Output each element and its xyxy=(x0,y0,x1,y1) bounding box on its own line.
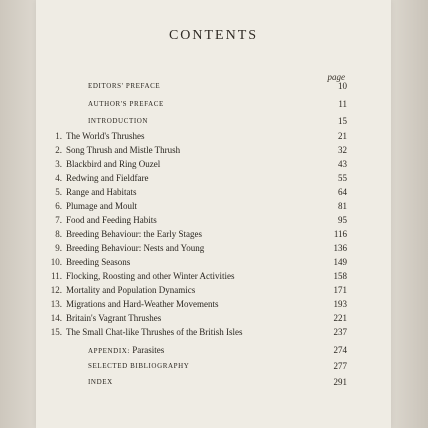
chapter-page: 221 xyxy=(333,313,347,323)
toc-chapter-5 xyxy=(36,186,391,198)
chapter-number: 4. xyxy=(55,173,62,183)
chapter-page: 32 xyxy=(338,145,347,155)
chapter-title: Range and Habitats xyxy=(66,187,137,197)
toc-entry-editors-preface xyxy=(36,80,391,92)
chapter-number: 15. xyxy=(50,327,62,337)
chapter-number: 5. xyxy=(55,187,62,197)
toc-entry-title: EDITORS' PREFACE xyxy=(88,82,161,90)
appendix-title: Parasites xyxy=(132,345,165,355)
chapter-title: The World's Thrushes xyxy=(66,131,145,141)
toc-entry-appendix xyxy=(36,344,391,356)
chapter-number: 10. xyxy=(50,257,62,267)
chapter-title: Migrations and Hard-Weather Movements xyxy=(66,299,219,309)
chapter-number: 3. xyxy=(55,159,62,169)
chapter-number: 11. xyxy=(51,271,62,281)
chapter-number: 9. xyxy=(55,243,62,253)
page-edge xyxy=(391,0,428,428)
chapter-number: 8. xyxy=(55,229,62,239)
toc-chapter-1 xyxy=(36,130,391,142)
toc-chapter-6 xyxy=(36,200,391,212)
chapter-title: Redwing and Fieldfare xyxy=(66,173,149,183)
chapter-page: 193 xyxy=(333,299,347,309)
page-gutter xyxy=(0,0,36,428)
chapter-title: Blackbird and Ring Ouzel xyxy=(66,159,161,169)
contents-page xyxy=(36,0,391,428)
toc-chapter-14 xyxy=(36,312,391,324)
chapter-page: 237 xyxy=(333,327,347,337)
chapter-title: Breeding Behaviour: the Early Stages xyxy=(66,229,202,239)
chapter-page: 95 xyxy=(338,215,347,225)
chapter-page: 21 xyxy=(338,131,347,141)
toc-entry-title xyxy=(88,344,164,357)
toc-entry-bibliography xyxy=(36,360,391,372)
toc-chapter-10 xyxy=(36,256,391,268)
chapter-page: 55 xyxy=(338,173,347,183)
toc-entry-authors-preface xyxy=(36,98,391,110)
toc-chapter-9 xyxy=(36,242,391,254)
chapter-number: 7. xyxy=(55,215,62,225)
chapter-title: Britain's Vagrant Thrushes xyxy=(66,313,162,323)
chapter-page: 64 xyxy=(338,187,347,197)
chapter-number: 1. xyxy=(55,131,62,141)
toc-entry-page: 11 xyxy=(338,99,347,109)
chapter-title: Breeding Seasons xyxy=(66,257,131,267)
toc-chapter-3 xyxy=(36,158,391,170)
toc-entry-introduction xyxy=(36,115,391,127)
toc-chapter-8 xyxy=(36,228,391,240)
chapter-page: 171 xyxy=(333,285,347,295)
chapter-page: 158 xyxy=(333,271,347,281)
toc-entry-title: AUTHOR'S PREFACE xyxy=(88,100,164,108)
chapter-page: 43 xyxy=(338,159,347,169)
toc-entry-title: INTRODUCTION xyxy=(88,117,149,125)
toc-entry-page: 274 xyxy=(333,345,347,355)
toc-chapter-12 xyxy=(36,284,391,296)
page-title: CONTENTS xyxy=(168,28,259,43)
appendix-lead: APPENDIX: xyxy=(88,347,130,355)
toc-entry-index xyxy=(36,376,391,388)
chapter-number: 14. xyxy=(50,313,62,323)
chapter-title: Flocking, Roosting and other Winter Activities xyxy=(66,271,235,281)
chapter-page: 116 xyxy=(333,229,347,239)
toc-chapter-11 xyxy=(36,270,391,282)
chapter-number: 13. xyxy=(50,299,62,309)
chapter-page: 81 xyxy=(338,201,347,211)
toc-entry-page: 15 xyxy=(338,116,347,126)
toc-chapter-13 xyxy=(36,298,391,310)
chapter-title: Breeding Behaviour: Nests and Young xyxy=(66,243,205,253)
chapter-page: 136 xyxy=(333,243,347,253)
toc-entry-title: SELECTED BIBLIOGRAPHY xyxy=(88,362,190,370)
chapter-number: 6. xyxy=(55,201,62,211)
toc-entry-title: INDEX xyxy=(88,378,113,386)
chapter-page: 149 xyxy=(333,257,347,267)
toc-entry-page: 277 xyxy=(333,361,347,371)
chapter-number: 2. xyxy=(55,145,62,155)
toc-entry-page: 10 xyxy=(338,81,347,91)
chapter-title: Song Thrush and Mistle Thrush xyxy=(66,145,181,155)
chapter-title: Mortality and Population Dynamics xyxy=(66,285,196,295)
chapter-title: Plumage and Moult xyxy=(66,201,137,211)
toc-chapter-4 xyxy=(36,172,391,184)
chapter-title: The Small Chat-like Thrushes of the British Isles xyxy=(66,327,243,337)
toc-chapter-7 xyxy=(36,214,391,226)
chapter-number: 12. xyxy=(50,285,62,295)
toc-entry-page: 291 xyxy=(333,377,347,387)
toc-chapter-2 xyxy=(36,144,391,156)
toc-chapter-15 xyxy=(36,326,391,338)
page-column-label: page xyxy=(327,72,345,82)
chapter-title: Food and Feeding Habits xyxy=(66,215,157,225)
